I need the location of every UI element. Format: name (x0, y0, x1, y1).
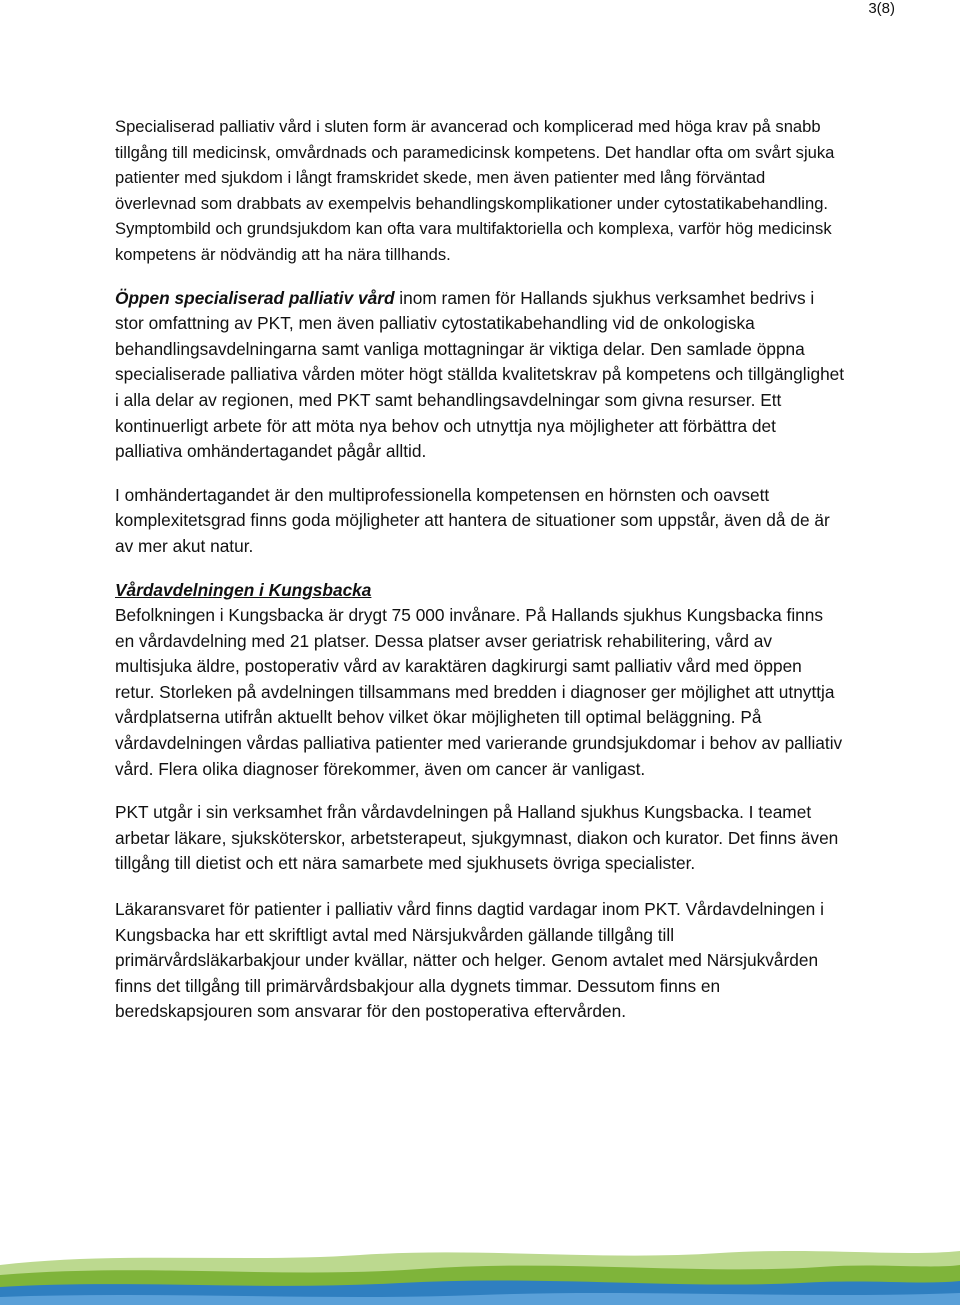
document-body (115, 114, 845, 1025)
section-heading-kungsbacka: Vårdavdelningen i Kungsbacka (115, 579, 372, 600)
paragraph-specialiserad-sluten: Specialiserad palliativ vård i sluten form är avancerad och komplicerad med höga krav på snabb tillgång till medicinsk, omvårdnads och paramedicinsk kompetens. Det handlar ofta om svårt sjuka patienter med sjukdom i långt framskridet skede, men även patienter med lång förväntad överlevnad som drabbats av exempelvis behandlingskomplikationer under cytostatikabehandling. Symptombild och grundsjukdom kan ofta vara multifaktoriella och komplexa, varför hög medicinsk kompetens är nödvändig att ha nära tillhands. (115, 117, 835, 264)
paragraph-oppen-text: inom ramen för Hallands sjukhus verksamhet bedrivs i stor omfattning av PKT, men även palliativ cytostatikabehandling vid de onkologiska behandlingsavdelningarna samt vanliga mottagningar är viktiga delar. Den samlade öppna specialiserade palliativa vården möter högt ställda kvalitetskrav på kompetens och tillgänglighet i alla delar av regionen, med PKT samt behandlingsavdelningar som givna resurser. Ett kontinuerligt arbete för att möta nya behov och utnyttja nya möjligheter att förbättra det palliativa omhändertagandet pågår alltid. (115, 287, 845, 462)
paragraph-befolkningen: Befolkningen i Kungsbacka är drygt 75 000 invånare. På Hallands sjukhus Kungsbacka finns en vårdavdelning med 21 platser. Dessa platser avser geriatrisk rehabilitering, vård av multisjuka äldre, postoperativ vård av karaktären dagkirurgi samt palliativ vård med öppen retur. Storleken på avdelningen tillsammans med bredden i diagnoser ger möjlighet att utnyttja vårdplatserna utifrån aktuellt behov vilket ökar möjligheten till optimal beläggning. På vårdavdelningen vårdas palliativa patienter med varierande grundsjukdomar i behov av palliativ vård. Flera olika diagnoser förekommer, även om cancer är vanligast. (115, 605, 843, 779)
paragraph-lakaransvaret: Läkaransvaret för patienter i palliativ vård finns dagtid vardagar inom PKT. Vårdavdelningen i Kungsbacka har ett skriftligt avtal med Närsjukvården gällande tillgång till primärvårdsläkarbakjour under kvällar, nätter och helger. Genom avtalet med Närsjukvården finns det tillgång till primärvårdsbakjour alla dygnets timmar. Dessutom finns en beredskapsjouren som ansvarar för den postoperativa eftervården. (115, 899, 824, 1022)
page-number: 3(8) (868, 0, 895, 17)
paragraph-lead-term: Öppen specialiserad palliativ vård (115, 287, 395, 308)
paragraph-omhandertagandet: I omhändertagandet är den multiprofessionella kompetensen en hörnsten och oavsett komplexitetsgrad finns goda möjligheter att hantera de situationer som uppstår, även då de är av mer akut natur. (115, 484, 830, 556)
footer-landscape-banner (0, 1245, 960, 1305)
paragraph-pkt: PKT utgår i sin verksamhet från vårdavdelningen på Halland sjukhus Kungsbacka. I teamet arbetar läkare, sjuksköterskor, arbetsterapeut, sjukgymnast, diakon och kurator. Det finns även tillgång till dietist och ett nära samarbete med sjukhusets övriga specialister. (115, 802, 839, 874)
paragraph-oppen-specialiserad (115, 286, 845, 465)
